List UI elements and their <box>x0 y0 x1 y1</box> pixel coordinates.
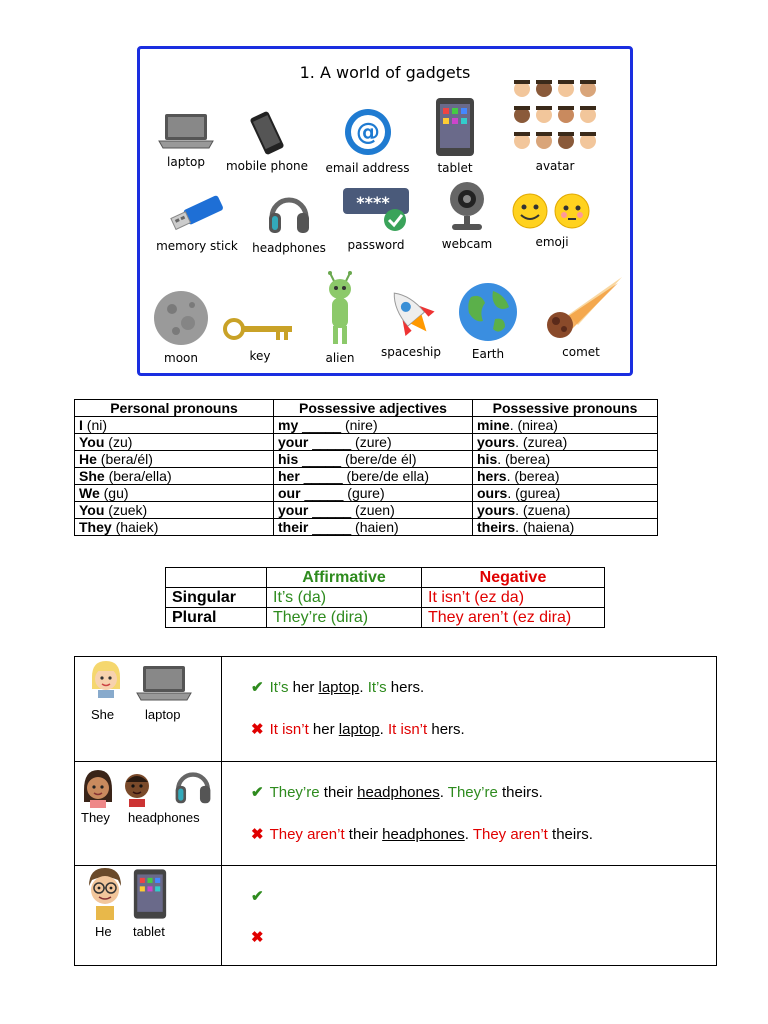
translation: (bere/de ella) <box>342 468 430 484</box>
text: their <box>344 826 383 843</box>
possessive-pronoun-cell <box>473 417 658 434</box>
blank-line: _____ <box>302 417 342 433</box>
personal-pronoun-cell <box>75 451 274 468</box>
translation: (zu) <box>104 434 133 450</box>
gadget-key <box>220 317 300 363</box>
example-affirmative <box>251 678 424 696</box>
translation: (zure) <box>351 434 392 450</box>
example-caption-pronoun: She <box>91 707 115 722</box>
affneg-row-label: Singular <box>166 588 267 608</box>
gadget-label: spaceship <box>380 345 441 359</box>
blank-line: _____ <box>312 434 352 450</box>
translation: . (zuena) <box>515 502 571 518</box>
example-row <box>75 761 716 866</box>
example-affirmative-blank[interactable] <box>251 887 270 905</box>
gadgets-panel <box>137 46 633 376</box>
cross-icon: ✖ <box>251 826 264 843</box>
laptop-icon <box>135 663 193 703</box>
gadget-spaceship <box>376 285 446 359</box>
possessive-pronoun: theirs <box>477 519 516 535</box>
possessive-pronoun-cell <box>473 434 658 451</box>
affneg-header-negative: Negative <box>422 568 605 588</box>
possessive-pronoun: ours <box>477 485 508 501</box>
password-icon <box>341 184 411 234</box>
headphones-icon <box>266 187 312 237</box>
text: . <box>359 679 368 696</box>
gadget-label: comet <box>562 345 600 359</box>
gadget-headphones <box>248 187 330 255</box>
personal-pronoun-cell <box>75 434 274 451</box>
translation: . (berea) <box>506 468 560 484</box>
text: . <box>464 826 473 843</box>
example-row <box>75 657 716 761</box>
tablet-icon <box>133 868 167 920</box>
pronoun-row <box>75 468 658 485</box>
possessive-adjective: their <box>278 519 309 535</box>
gadget-label: webcam <box>441 237 493 251</box>
verb: It isn’t <box>269 721 309 738</box>
verb: They’re <box>447 784 498 801</box>
gadget-alien <box>315 271 365 365</box>
blank-line: _____ <box>302 451 342 467</box>
personal-pronoun: We <box>79 485 100 501</box>
blank-line: _____ <box>304 485 344 501</box>
alien-icon <box>322 271 358 347</box>
possessive-adjective-cell <box>274 434 473 451</box>
example-affirmative <box>251 783 543 801</box>
affneg-header-blank <box>166 568 267 588</box>
example-negative <box>251 720 465 738</box>
affneg-negative: It isn’t (ez da) <box>422 588 605 608</box>
text: her <box>288 679 319 696</box>
example-caption-noun: tablet <box>133 924 165 939</box>
noun: headphones <box>382 826 465 843</box>
password-mask: **** <box>356 193 390 212</box>
gadget-comet <box>536 275 626 359</box>
verb: They aren’t <box>472 826 548 843</box>
gadget-mobile-phone <box>222 111 312 173</box>
possessive-adjective: his <box>278 451 299 467</box>
emoji-icon <box>510 191 594 231</box>
example-pictures <box>75 657 222 761</box>
gadget-label: key <box>249 349 271 363</box>
header-possessive-pronouns: Possessive pronouns <box>473 400 658 417</box>
translation: (zuek) <box>104 502 148 518</box>
blank-line: _____ <box>312 519 352 535</box>
possessive-adjective-cell <box>274 485 473 502</box>
possessive-pronoun: yours <box>477 502 516 518</box>
possessive-pronoun: his <box>477 451 498 467</box>
translation: (bera/ella) <box>104 468 172 484</box>
gadget-avatar <box>505 77 605 173</box>
possessive-pronoun-cell <box>473 451 658 468</box>
possessive-adjective-cell <box>274 417 473 434</box>
pronoun-row <box>75 485 658 502</box>
affneg-negative: They aren’t (ez dira) <box>422 608 605 628</box>
pronoun-row <box>75 417 658 434</box>
memory-stick-icon <box>167 191 227 235</box>
translation: . (nirea) <box>509 417 558 433</box>
personal-pronoun: You <box>79 434 105 450</box>
affneg-affirmative: They’re (dira) <box>267 608 422 628</box>
possessive-adjective: my <box>278 417 299 433</box>
example-caption-pronoun: He <box>95 924 112 939</box>
verb: They’re <box>269 784 320 801</box>
text: theirs. <box>547 826 593 843</box>
noun: laptop <box>318 679 360 696</box>
personal-pronoun-cell <box>75 485 274 502</box>
webcam-icon <box>442 179 492 233</box>
possessive-pronoun: hers <box>477 468 507 484</box>
spaceship-icon <box>380 285 442 341</box>
gadget-label: emoji <box>535 235 569 249</box>
gadgets-title: 1. A world of gadgets <box>299 63 471 82</box>
gadget-password <box>340 184 412 252</box>
gadget-moon <box>150 289 212 365</box>
translation: (gu) <box>99 485 129 501</box>
translation: (gure) <box>343 485 385 501</box>
noun: laptop <box>338 721 380 738</box>
gadget-laptop <box>156 111 216 169</box>
verb: They aren’t <box>269 826 345 843</box>
laptop-icon <box>157 111 215 151</box>
gadget-memory-stick <box>152 191 242 253</box>
translation: . (haiena) <box>515 519 575 535</box>
possessive-adjective: our <box>278 485 301 501</box>
translation: (nire) <box>341 417 378 433</box>
translation: (haiek) <box>111 519 159 535</box>
pronoun-row <box>75 451 658 468</box>
gadget-label: tablet <box>437 161 473 175</box>
personal-pronoun-cell <box>75 502 274 519</box>
check-icon: ✔ <box>251 679 264 696</box>
affneg-row <box>166 588 605 608</box>
affneg-affirmative: It’s (da) <box>267 588 422 608</box>
example-pictures <box>75 866 222 966</box>
pronoun-row <box>75 502 658 519</box>
personal-pronoun-cell <box>75 417 274 434</box>
affirmative-negative-table <box>165 567 605 628</box>
personal-pronoun: She <box>79 468 105 484</box>
verb: It’s <box>367 679 387 696</box>
header-possessive-adjectives: Possessive adjectives <box>274 400 473 417</box>
text: hers. <box>386 679 425 696</box>
cross-icon: ✖ <box>251 721 264 738</box>
cross-icon: ✖ <box>251 929 264 946</box>
possessive-adjective-cell <box>274 502 473 519</box>
key-icon <box>222 317 298 345</box>
possessive-pronoun-cell <box>473 519 658 536</box>
boy-glasses-avatar-icon <box>85 866 125 922</box>
text: her <box>308 721 339 738</box>
verb: It isn’t <box>388 721 428 738</box>
personal-pronoun-cell <box>75 519 274 536</box>
example-negative-blank[interactable] <box>251 928 270 946</box>
possessive-pronoun-cell <box>473 485 658 502</box>
gadget-webcam <box>436 179 498 251</box>
tablet-icon <box>435 97 475 157</box>
earth-icon <box>457 281 519 343</box>
gadget-tablet <box>430 97 480 175</box>
examples-table <box>74 656 717 966</box>
gadget-label: alien <box>325 351 355 365</box>
translation: . (gurea) <box>507 485 561 501</box>
translation: . (berea) <box>497 451 551 467</box>
possessive-adjective-cell <box>274 451 473 468</box>
gadget-label: Earth <box>471 347 505 361</box>
email-at-icon <box>343 107 393 157</box>
header-personal-pronouns: Personal pronouns <box>75 400 274 417</box>
example-row <box>75 865 716 966</box>
possessive-adjective-cell <box>274 468 473 485</box>
pronoun-row <box>75 434 658 451</box>
moon-icon <box>152 289 210 347</box>
possessive-adjective: your <box>278 502 309 518</box>
text: theirs. <box>497 784 543 801</box>
pronoun-table-header <box>75 400 658 417</box>
translation: (ni) <box>82 417 108 433</box>
text: . <box>379 721 388 738</box>
example-caption-noun: headphones <box>128 810 200 825</box>
personal-pronoun: They <box>79 519 112 535</box>
possessive-adjective: your <box>278 434 309 450</box>
personal-pronoun-cell <box>75 468 274 485</box>
example-negative <box>251 825 593 843</box>
check-icon: ✔ <box>251 784 264 801</box>
mobile-phone-icon <box>243 111 291 155</box>
pronoun-table <box>74 399 658 536</box>
translation: . (zurea) <box>515 434 568 450</box>
avatar-faces-icon <box>510 77 600 155</box>
personal-pronoun: I <box>79 417 83 433</box>
affneg-row-label: Plural <box>166 608 267 628</box>
gadget-email-address <box>320 107 415 175</box>
boy-avatar-icon <box>121 768 153 808</box>
translation: (zuen) <box>351 502 395 518</box>
comet-icon <box>538 275 624 341</box>
gadget-label: laptop <box>167 155 205 169</box>
possessive-adjective: her <box>278 468 300 484</box>
affneg-header <box>166 568 605 588</box>
gadget-label: moon <box>164 351 198 365</box>
example-caption-pronoun: They <box>81 810 110 825</box>
affneg-header-affirmative: Affirmative <box>267 568 422 588</box>
text: . <box>439 784 448 801</box>
possessive-pronoun-cell <box>473 468 658 485</box>
svg-text:@: @ <box>355 118 380 146</box>
possessive-pronoun: yours <box>477 434 516 450</box>
translation: (haien) <box>351 519 399 535</box>
gadget-label: password <box>347 238 405 252</box>
translation: (bera/él) <box>96 451 153 467</box>
personal-pronoun: He <box>79 451 97 467</box>
gadget-emoji <box>507 191 597 249</box>
blank-line: _____ <box>303 468 343 484</box>
text: hers. <box>427 721 465 738</box>
gadget-label: memory stick <box>156 239 238 253</box>
possessive-adjective-cell <box>274 519 473 536</box>
translation: (bere/de él) <box>341 451 417 467</box>
personal-pronoun: You <box>79 502 105 518</box>
girl-avatar-icon <box>89 659 123 699</box>
example-caption-noun: laptop <box>145 707 181 722</box>
gadget-earth <box>455 281 521 361</box>
text: their <box>319 784 358 801</box>
gadget-label: headphones <box>252 241 326 255</box>
example-pictures <box>75 762 222 866</box>
possessive-pronoun-cell <box>473 502 658 519</box>
blank-line: _____ <box>312 502 352 518</box>
gadget-label: avatar <box>535 159 575 173</box>
gadget-label: mobile phone <box>225 159 309 173</box>
noun: headphones <box>357 784 440 801</box>
possessive-pronoun: mine <box>477 417 510 433</box>
headphones-icon <box>173 762 213 808</box>
affneg-row <box>166 608 605 628</box>
pronoun-row <box>75 519 658 536</box>
gadget-label: email address <box>325 161 410 175</box>
verb: It’s <box>269 679 289 696</box>
check-icon: ✔ <box>251 888 264 905</box>
girl-avatar-icon <box>81 768 115 808</box>
